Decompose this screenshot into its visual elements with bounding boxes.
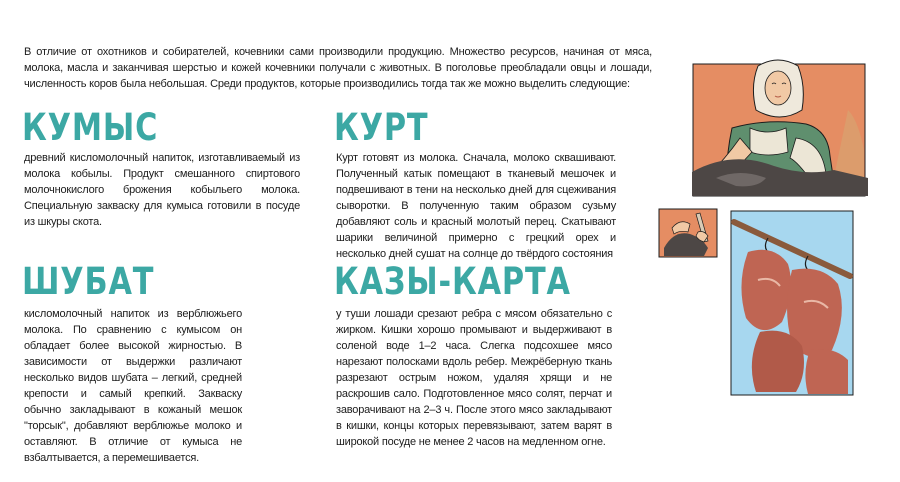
hanging-meat-illustration [730,210,856,398]
text-kumys: древний кисломолочный напиток, изготавливаемый из молока кобылы. Продукт смешанного спиртового молочнокислого брожения кобыльего молока. Специальную закваску для кумыса готовили в посуде из шкуры скота. [24,152,300,228]
text-shubat: кисломолочный напиток из верблюжьего молока. По сравнению с кумысом он обладает более высокой жирностью. В зависимости от выдержки различают несколько видов шубата – легкий, средней крепости и самый крепкий. Закваску обычно закладывают в кожаный мешок "торсык", добавляют верблюжье молоко и оставляют. В отличие от кумыса не взбалтывается, а перемешивается. [24,308,242,464]
hands-detail-illustration [658,208,720,260]
heading-kazy-karta: КАЗЫ-КАРТА [334,260,571,303]
heading-shubat: ШУБАТ [22,260,155,303]
woman-kneading-illustration [692,54,872,198]
heading-kurt: КУРТ [334,106,429,149]
text-kazy-karta: у туши лошади срезают ребра с мясом обязательно с жирком. Кишки хорошо промывают и выдерживают в соленой воде 1–2 часа. Слегка подсохшее мясо нарезают полосками вдоль ребер. Межрёберную ткань разрезают острым ножом, удаляя хрящи и не раскрошив сало. Подготовленное мясо солят, перчат и заворачивают на 2–3 ч. После этого мясо закладывают в кишки, концы которых перевязывают, затем варят в широкой посуде не менее 2 часов на медленном огне. [336,308,612,448]
heading-kumys: КУМЫС [22,106,159,149]
text-kurt: Курт готовят из молока. Сначала, молоко сквашивают. Полученный катык помещают в тканевый мешочек и подвешивают в тени на несколько дней для сцеживания сыворотки. В полученную таким образом сузьму добавляют соль и красный молотый перец. Скатывают шарики величиной примерно с грецкий орех и несколько дней сушат на солнце до твёрдого состояния [336,152,616,260]
intro-paragraph: В отличие от охотников и собирателей, кочевники сами производили продукцию. Множество ресурсов, начиная от мяса, молока, масла и заканчивая шерстью и кожей кочевники получали с животных. В поголовье преобладали овцы и лошади, численность коров была небольшая. Среди продуктов, которые производились тогда так же можно выделить следующие: [24,46,652,90]
